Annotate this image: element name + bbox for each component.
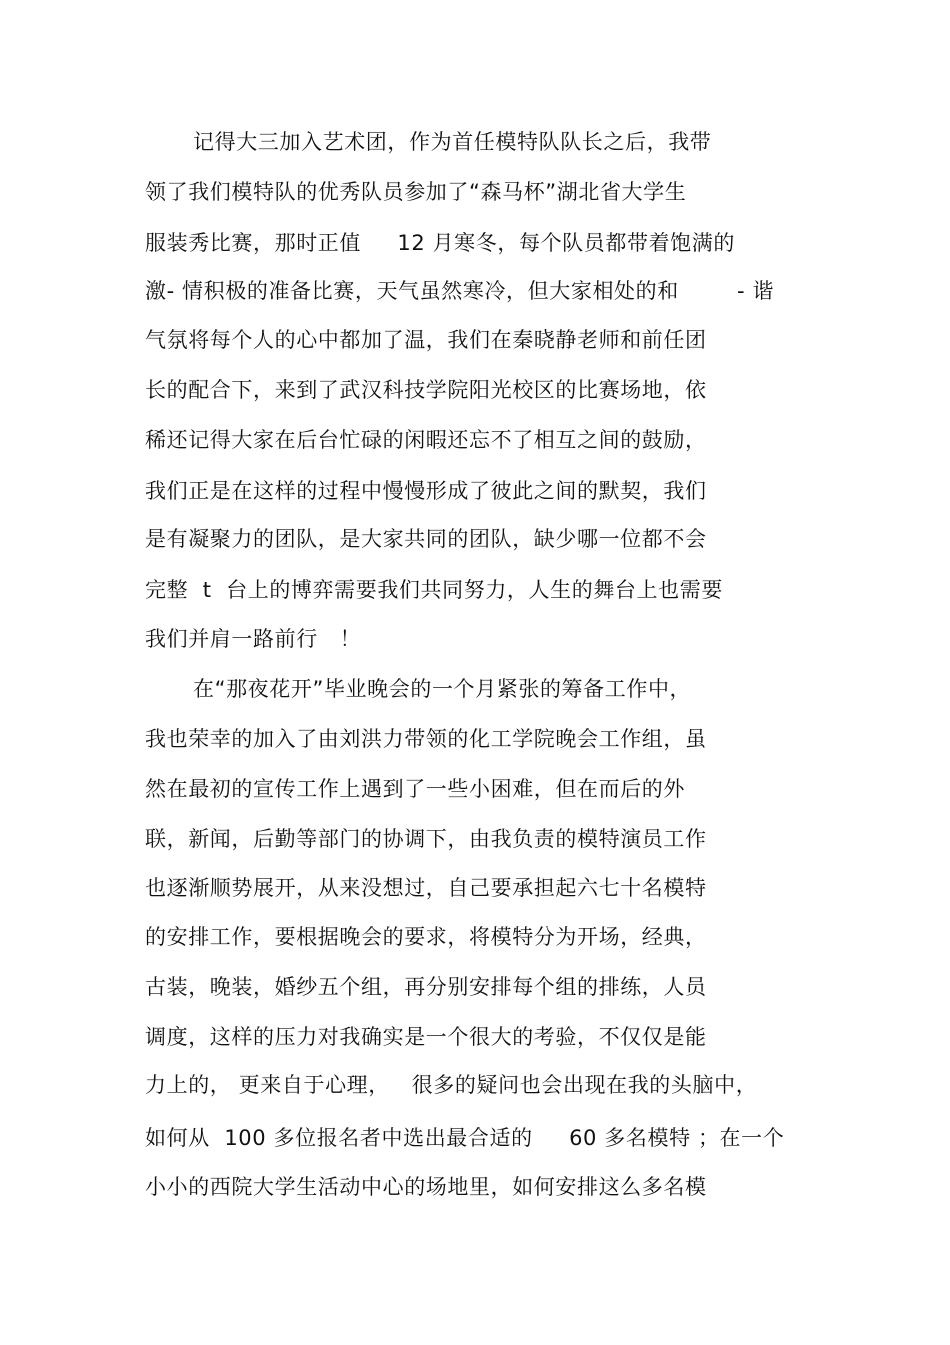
paragraph-1-line-6: 长的配合下，来到了武汉科技学院阳光校区的比赛场地，依 [145, 378, 707, 402]
paragraph-2-line-6: 的安排工作，要根据晚会的要求，将模特分为开场，经典， [145, 925, 707, 949]
paragraph-2-line-2: 我也荣幸的加入了由刘洪力带领的化工学院晚会工作组，虽 [145, 727, 707, 751]
paragraph-2-line-8: 调度，这样的压力对我确实是一个很大的考验，不仅仅是能 [145, 1025, 707, 1049]
paragraph-2-line-4: 联，新闻，后勤等部门的协调下，由我负责的模特演员工作 [145, 827, 707, 851]
paragraph-2-line-7: 古装，晚装，婚纱五个组，再分别安排每个组的排练，人员 [145, 975, 707, 999]
paragraph-1-line-7: 稀还记得大家在后台忙碌的闲暇还忘不了相互之间的鼓励， [145, 428, 707, 452]
paragraph-1-line-5: 气氛将每个人的心中都加了温，我们在秦晓静老师和前任团 [145, 328, 707, 352]
paragraph-2-line-11: 小小的西院大学生活动中心的场地里，如何安排这么多名模 [145, 1175, 707, 1199]
paragraph-2-line-3: 然在最初的宣传工作上遇到了一些小困难，但在而后的外 [145, 777, 685, 801]
paragraph-1-line-10: 完整 t 台上的博弈需要我们共同努力，人生的舞台上也需要 [145, 578, 723, 602]
paragraph-2-line-5: 也逐渐顺势展开，从来没想过，自己要承担起六七十名模特 [145, 876, 707, 900]
paragraph-1-line-1: 记得大三加入艺术团，作为首任模特队队长之后，我带 [193, 130, 712, 154]
paragraph-1-line-11: 我们并肩一路前行 ！ [145, 627, 362, 651]
paragraph-1-line-2: 领了我们模特队的优秀队员参加了“森马杯”湖北省大学生 [145, 180, 687, 204]
paragraph-1-line-9: 是有凝聚力的团队，是大家共同的团队，缺少哪一位都不会 [145, 527, 707, 551]
paragraph-1-line-4: 激- 情积极的准备比赛，天气虽然寒冷，但大家相处的和 - 谐 [145, 279, 775, 303]
paragraph-2-line-9: 力上的， 更来自于心理， 很多的疑问也会出现在我的头脑中， [145, 1073, 758, 1097]
paragraph-2-line-10: 如何从 100 多位报名者中选出最合适的 60 多名模特 ；在一个 [145, 1126, 785, 1150]
paragraph-1-line-8: 我们正是在这样的过程中慢慢形成了彼此之间的默契，我们 [145, 479, 707, 503]
paragraph-1-line-3: 服装秀比赛，那时正值 12 月寒冬，每个队员都带着饱满的 [145, 231, 735, 255]
paragraph-2-line-1: 在“那夜花开”毕业晚会的一个月紧张的筹备工作中， [193, 677, 692, 701]
